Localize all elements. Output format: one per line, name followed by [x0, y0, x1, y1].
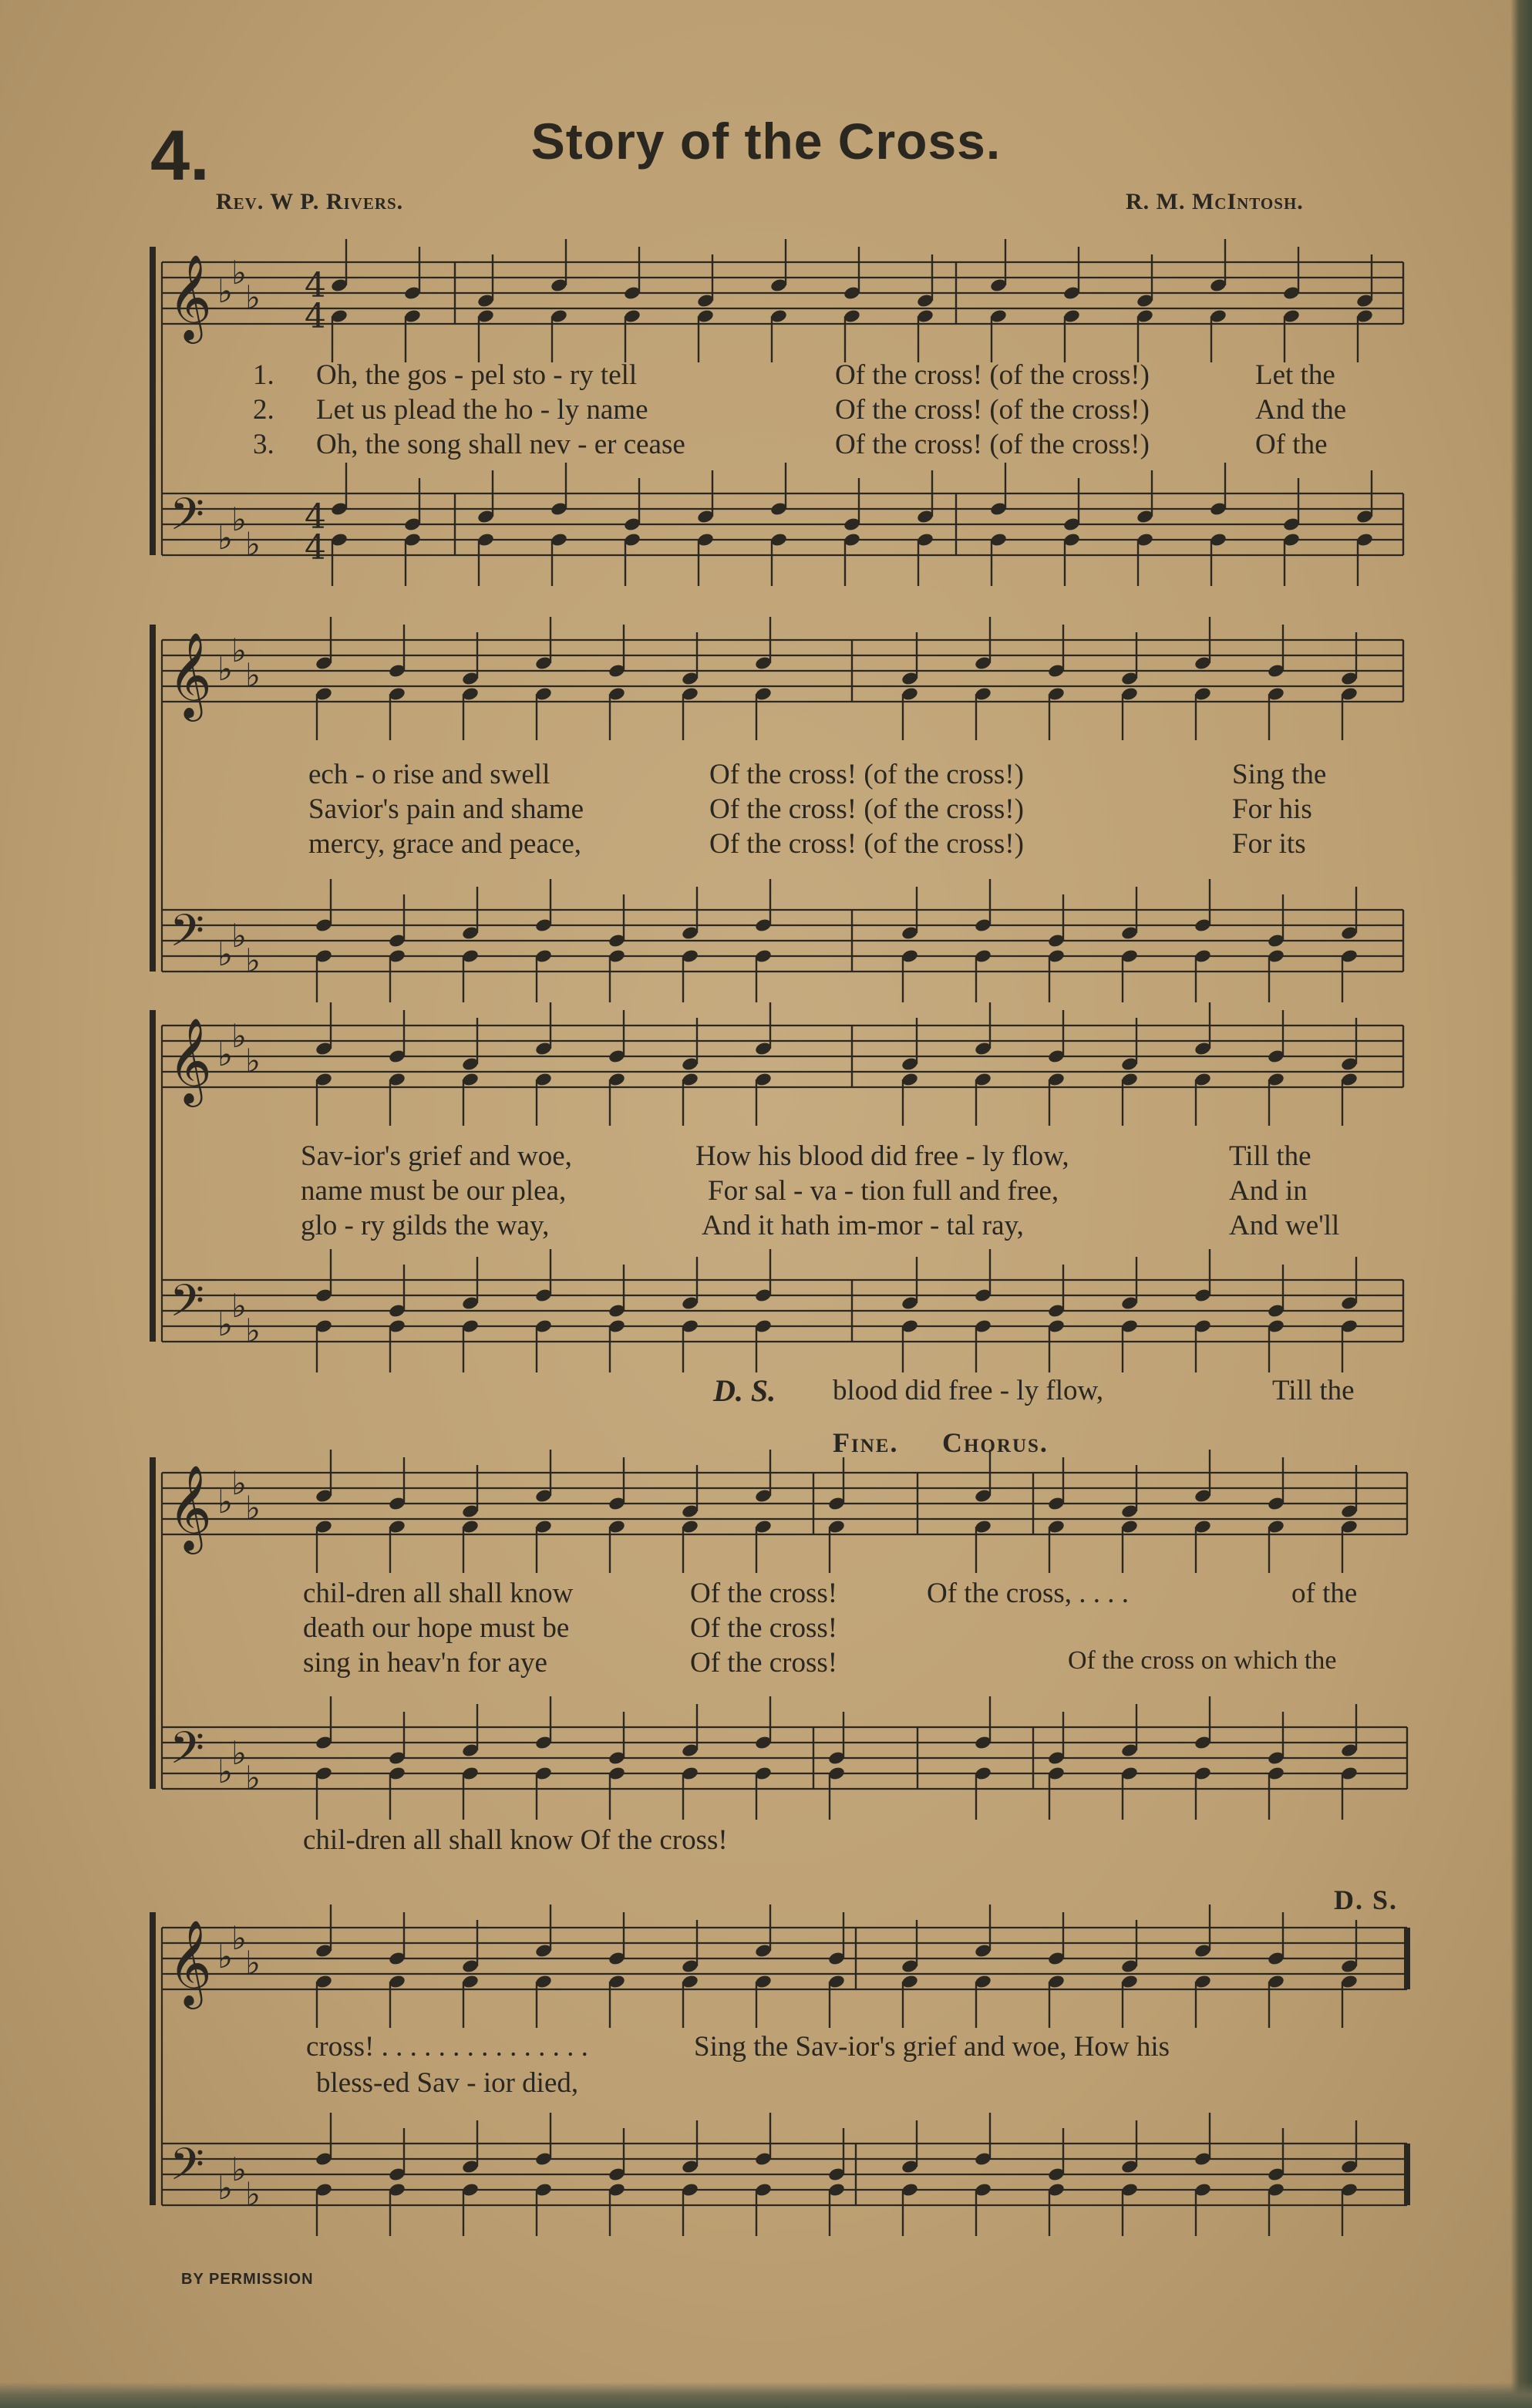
lyric-ds-a: blood did free - ly flow,	[833, 1375, 1104, 1406]
lyric-s2-v3-b: Of the cross! (of the cross!)	[709, 828, 1024, 860]
lyric-s2-v1-c: Sing the	[1232, 759, 1327, 790]
lyric-s1-v2-b: Of the cross! (of the cross!)	[835, 394, 1150, 426]
lyric-s3-v3-b: And it hath im-mor - tal ray,	[702, 1210, 1024, 1241]
lyric-alto-line: Of the cross on which the	[1068, 1646, 1337, 1675]
system5-treble-flat: ♭	[245, 1944, 261, 1982]
time-signature-treble-bottom: 4	[305, 297, 326, 336]
system1-brace	[150, 247, 156, 555]
lyric-s4-v2-a: death our hope must be	[303, 1612, 570, 1644]
system2-bass-flat: ♭	[231, 917, 247, 955]
lyric-s4-v3-b: Of the cross!	[690, 1647, 838, 1679]
lyric-s2-v3-a: mercy, grace and peace,	[308, 828, 581, 860]
system1-bass-clef: 𝄢	[170, 488, 205, 551]
fine-marker: Fine.	[833, 1427, 899, 1458]
system4-brace	[150, 1457, 156, 1789]
lyric-s1-v1-a: Oh, the gos - pel sto - ry tell	[316, 359, 638, 391]
lyric-s3-v2-b: For sal - va - tion full and free,	[708, 1175, 1059, 1207]
system2-bass-clef: 𝄢	[170, 904, 205, 968]
system2-bass-flat: ♭	[245, 941, 261, 979]
lyric-s1-v1-c: Let the	[1255, 359, 1335, 391]
lyric-s2-v2-b: Of the cross! (of the cross!)	[709, 793, 1024, 825]
system1-treble-flat: ♭	[217, 272, 233, 310]
lyric-s4-v1-a: chil-dren all shall know	[303, 1578, 574, 1609]
system4-bass-flat: ♭	[217, 1753, 233, 1790]
lyric-s5-line1-b: Sing the Sav-ior's grief and woe, How his	[694, 2031, 1170, 2063]
system1-bass-flat: ♭	[231, 500, 247, 538]
composer-credit: R. M. McIntosh.	[1126, 189, 1304, 214]
ds-marker: D. S.	[1334, 1884, 1399, 1915]
hymn-number: 4.	[150, 116, 210, 195]
system3-treble-flat: ♭	[231, 1017, 247, 1055]
system4-bass-clef: 𝄢	[170, 1722, 205, 1785]
system3-brace	[150, 1010, 156, 1342]
system5-bass-flat: ♭	[245, 2175, 261, 2213]
system2-treble-flat: ♭	[245, 656, 261, 694]
lyric-s4-v3-a: sing in heav'n for aye	[303, 1647, 547, 1679]
system2-bass-flat: ♭	[217, 935, 233, 973]
lyric-s2-v2-c: For his	[1232, 793, 1312, 825]
system1-bass-flat: ♭	[217, 519, 233, 557]
chorus-marker: Chorus.	[942, 1427, 1049, 1458]
time-signature-bass-top: 4	[305, 497, 326, 537]
lyric-s3-v1-c: Till the	[1229, 1140, 1311, 1172]
system5-bass-flat: ♭	[217, 2169, 233, 2207]
lyric-s3-v3-c: And we'll	[1229, 1210, 1340, 1241]
system5-bass-flat: ♭	[231, 2150, 247, 2188]
system5-brace	[150, 1912, 156, 2205]
system3-bass-flat: ♭	[217, 1305, 233, 1343]
lyric-s1-v2-a: Let us plead the ho - ly name	[316, 394, 648, 426]
system2-treble-flat: ♭	[231, 631, 247, 669]
lyric-s1-v1-b: Of the cross! (of the cross!)	[835, 359, 1150, 391]
lyricist-credit: Rev. W P. Rivers.	[216, 189, 404, 214]
system3-treble-flat: ♭	[217, 1036, 233, 1073]
lyric-s2-v3-c: For its	[1232, 828, 1306, 860]
lyric-s4-v2-b: Of the cross!	[690, 1612, 838, 1644]
system2-treble-clef: 𝄞	[168, 631, 212, 718]
time-signature-bass-bottom: 4	[305, 528, 326, 567]
lyric-s4-v1-b: Of the cross!	[690, 1578, 838, 1609]
system3-treble-clef: 𝄞	[168, 1017, 212, 1103]
system4-treble-clef: 𝄞	[168, 1464, 212, 1551]
system2-treble-flat: ♭	[217, 650, 233, 688]
lyric-s1-v3-c: Of the	[1255, 429, 1328, 460]
system3-bass-flat: ♭	[231, 1287, 247, 1325]
lyric-s2-v1-b: Of the cross! (of the cross!)	[709, 759, 1024, 790]
lyric-s4-v1-c: Of the cross, . . . .	[927, 1578, 1130, 1609]
system4-treble-flat: ♭	[231, 1464, 247, 1502]
verse-number-3: 3.	[253, 429, 274, 460]
lyric-ds-b: Till the	[1272, 1375, 1355, 1406]
system4-treble-flat: ♭	[245, 1489, 261, 1527]
hymn-title: Story of the Cross.	[530, 113, 1002, 170]
lyric-s3-v2-a: name must be our plea,	[301, 1175, 567, 1207]
verse-number-1: 1.	[253, 359, 274, 391]
lyric-s5-line2: bless-ed Sav - ior died,	[316, 2067, 579, 2099]
system3-treble-flat: ♭	[245, 1042, 261, 1079]
system5-treble-flat: ♭	[217, 1938, 233, 1975]
system1-bass-flat: ♭	[245, 525, 261, 563]
permission-note: BY PERMISSION	[181, 2271, 314, 2288]
lyric-s3-v1-b: How his blood did free - ly flow,	[695, 1140, 1069, 1172]
lyric-s1-v3-a: Oh, the song shall nev - er cease	[316, 429, 685, 460]
verse-number-2: 2.	[253, 394, 274, 426]
system3-bass-clef: 𝄢	[170, 1275, 205, 1338]
system4-bass-flat: ♭	[245, 1759, 261, 1797]
lyric-bass-line: chil-dren all shall know Of the cross!	[303, 1824, 728, 1856]
lyric-s1-v3-b: Of the cross! (of the cross!)	[835, 429, 1150, 460]
system5-treble-clef: 𝄞	[168, 1919, 212, 2006]
lyric-s5-line1-a: cross! . . . . . . . . . . . . . . .	[306, 2031, 588, 2063]
system5-treble-flat: ♭	[231, 1919, 247, 1957]
lyric-s3-v3-a: glo - ry gilds the way,	[301, 1210, 550, 1241]
lyric-s3-v2-c: And in	[1229, 1175, 1308, 1207]
system4-bass-flat: ♭	[231, 1734, 247, 1772]
system3-bass-flat: ♭	[245, 1312, 261, 1349]
system1-treble-clef: 𝄞	[168, 254, 212, 340]
system2-brace	[150, 625, 156, 972]
ds-marker-italic: D. S.	[713, 1373, 776, 1408]
lyric-s3-v1-a: Sav-ior's grief and woe,	[301, 1140, 572, 1172]
system1-treble-flat: ♭	[245, 278, 261, 316]
lyric-s2-v1-a: ech - o rise and swell	[308, 759, 551, 790]
system5-bass-clef: 𝄢	[170, 2138, 205, 2201]
system1-treble-flat: ♭	[231, 254, 247, 291]
lyric-s1-v2-c: And the	[1255, 394, 1347, 426]
system4-treble-flat: ♭	[217, 1483, 233, 1521]
lyric-s4-v1-d: of the	[1291, 1578, 1358, 1609]
lyric-s2-v2-a: Savior's pain and shame	[308, 793, 584, 825]
time-signature-treble-top: 4	[305, 266, 326, 305]
